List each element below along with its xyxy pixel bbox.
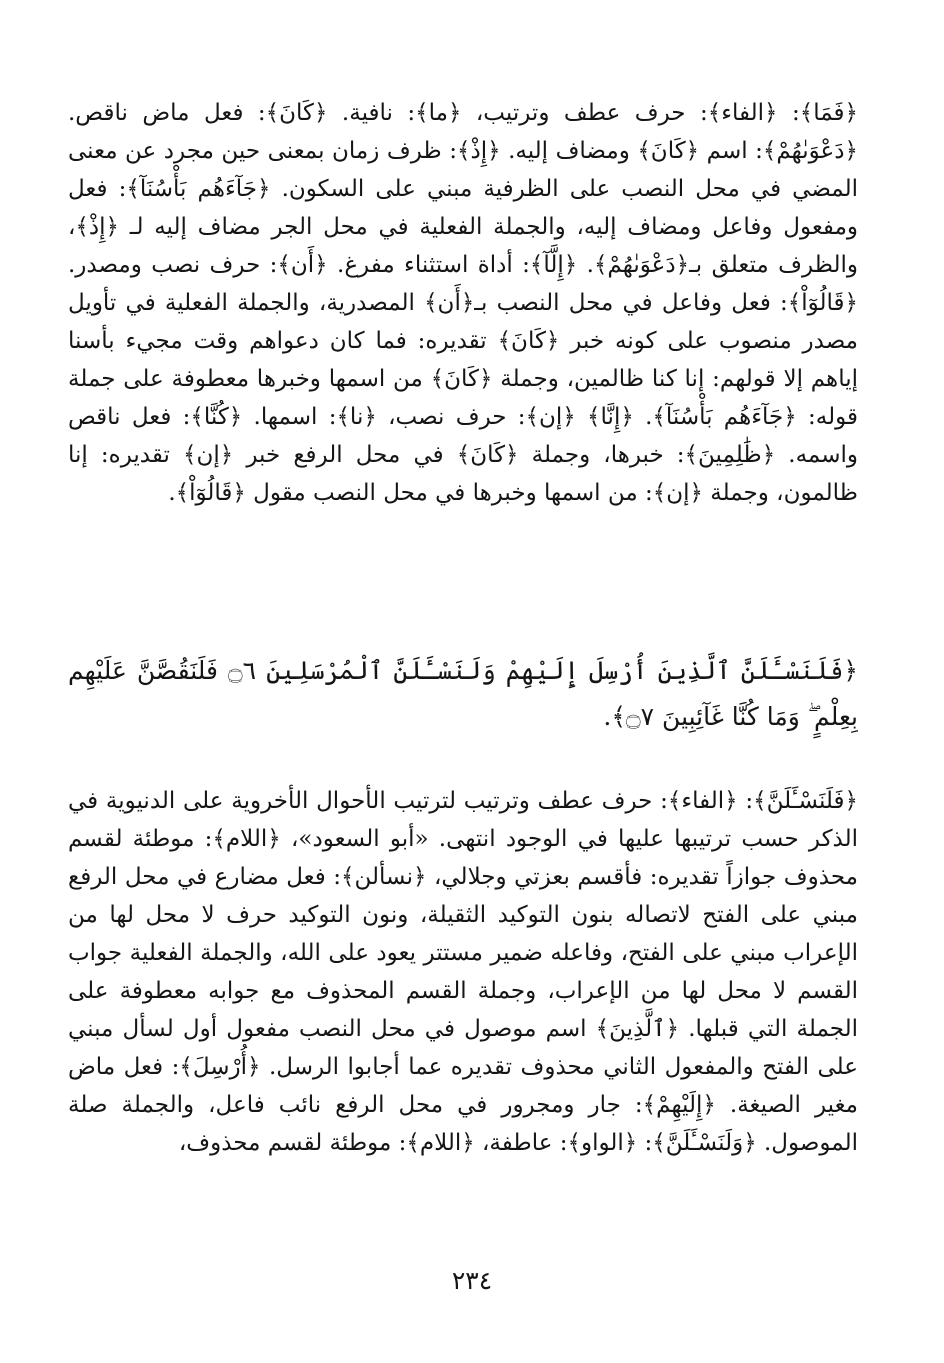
quran-verse: ﴿فَلَنَسْـَٔلَنَّ ٱلَّذِينَ أُرْسِلَ إِلَيْهِمْ وَلَنَسْـَٔلَنَّ ٱلْمُرْسَلِينَ ۝٦ فَلَنَقُصَّنَّ عَلَيْهِم بِعِلْمٍ ۖ وَمَا كُنَّا غَآئِبِينَ ۝٧﴾. xyxy=(68,656,858,731)
page-number: ٢٣٤ xyxy=(451,1266,493,1295)
grammar-paragraph-top: ﴿فَمَا﴾: ﴿الفاء﴾: حرف عطف وترتيب، ﴿ما﴾: نافية. ﴿كَانَ﴾: فعل ماض ناقص. ﴿دَعْوَىٰهُمْ﴾: اسم ﴿كَانَ﴾ ومضاف إليه. ﴿إِذْ﴾: ظرف زمان بمعنى حين مجرد عن معنى المضي في محل النصب على الظرفية مبني على السكون. ﴿جَآءَهُم بَأْسُنَآ﴾: فعل ومفعول وفاعل ومضاف إليه، والجملة الفعلية في محل الجر مضاف إليه لـ ﴿إِذْ﴾، والظرف متعلق بـ﴿دَعْوَىٰهُمْ﴾. ﴿إِلَّآ﴾: أداة استثناء مفرغ. ﴿أَن﴾: حرف نصب ومصدر. ﴿قَالُوٓاْ﴾: فعل وفاعل في محل النصب بـ﴿أَن﴾ المصدرية، والجملة الفعلية في تأويل مصدر منصوب على كونه خبر ﴿كَانَ﴾ تقديره: فما كان دعواهم وقت مجيء بأسنا إياهم إلا قولهم: إنا كنا ظالمين، وجملة ﴿كَانَ﴾ من اسمها وخبرها معطوفة على جملة قوله: ﴿جَآءَهُم بَأْسُنَآ﴾. ﴿إِنَّا﴾ ﴿إن﴾: حرف نصب، ﴿نا﴾: اسمها. ﴿كُنَّا﴾: فعل ناقص واسمه. ﴿ظَٰلِمِينَ﴾: خبرها، وجملة ﴿كَانَ﴾ في محل الرفع خبر ﴿إن﴾ تقديره: إنا ظالمون، وجملة ﴿إن﴾: من اسمها وخبرها في محل النصب مقول ﴿قَالُوٓاْ﴾. xyxy=(68,100,858,506)
book-page xyxy=(68,84,858,1279)
grammar-paragraph-bottom: ﴿فَلَنَسْـَٔلَنَّ﴾: ﴿الفاء﴾: حرف عطف وترتيب لترتيب الأحوال الأخروية على الدنيوية في الذكر حسب ترتيبها عليها في الوجود انتهى. «أبو السعود»، ﴿اللام﴾: موطئة لقسم محذوف جوازاً تقديره: فأقسم بعزتي وجلالي، ﴿نسألن﴾: فعل مضارع في محل الرفع مبني على الفتح لاتصاله بنون التوكيد الثقيلة، ونون التوكيد حرف لا محل لها من الإعراب مبني على الفتح، وفاعله ضمير مستتر يعود على الله، والجملة الفعلية جواب القسم لا محل لها من الإعراب، وجملة القسم المحذوف مع جوابه معطوفة على الجملة التي قبلها. ﴿ٱلَّذِينَ﴾ اسم موصول في محل النصب مفعول أول لسأل مبني على الفتح والمفعول الثاني محذوف تقديره عما أجابوا الرسل. ﴿أُرْسِلَ﴾: فعل ماض مغير الصيغة. ﴿إِلَيْهِمْ﴾: جار ومجرور في محل الرفع نائب فاعل، والجملة صلة الموصول. ﴿وَلَنَسْـَٔلَنَّ﴾: ﴿الواو﴾: عاطفة، ﴿اللام﴾: موطئة لقسم محذوف، xyxy=(68,788,858,1156)
